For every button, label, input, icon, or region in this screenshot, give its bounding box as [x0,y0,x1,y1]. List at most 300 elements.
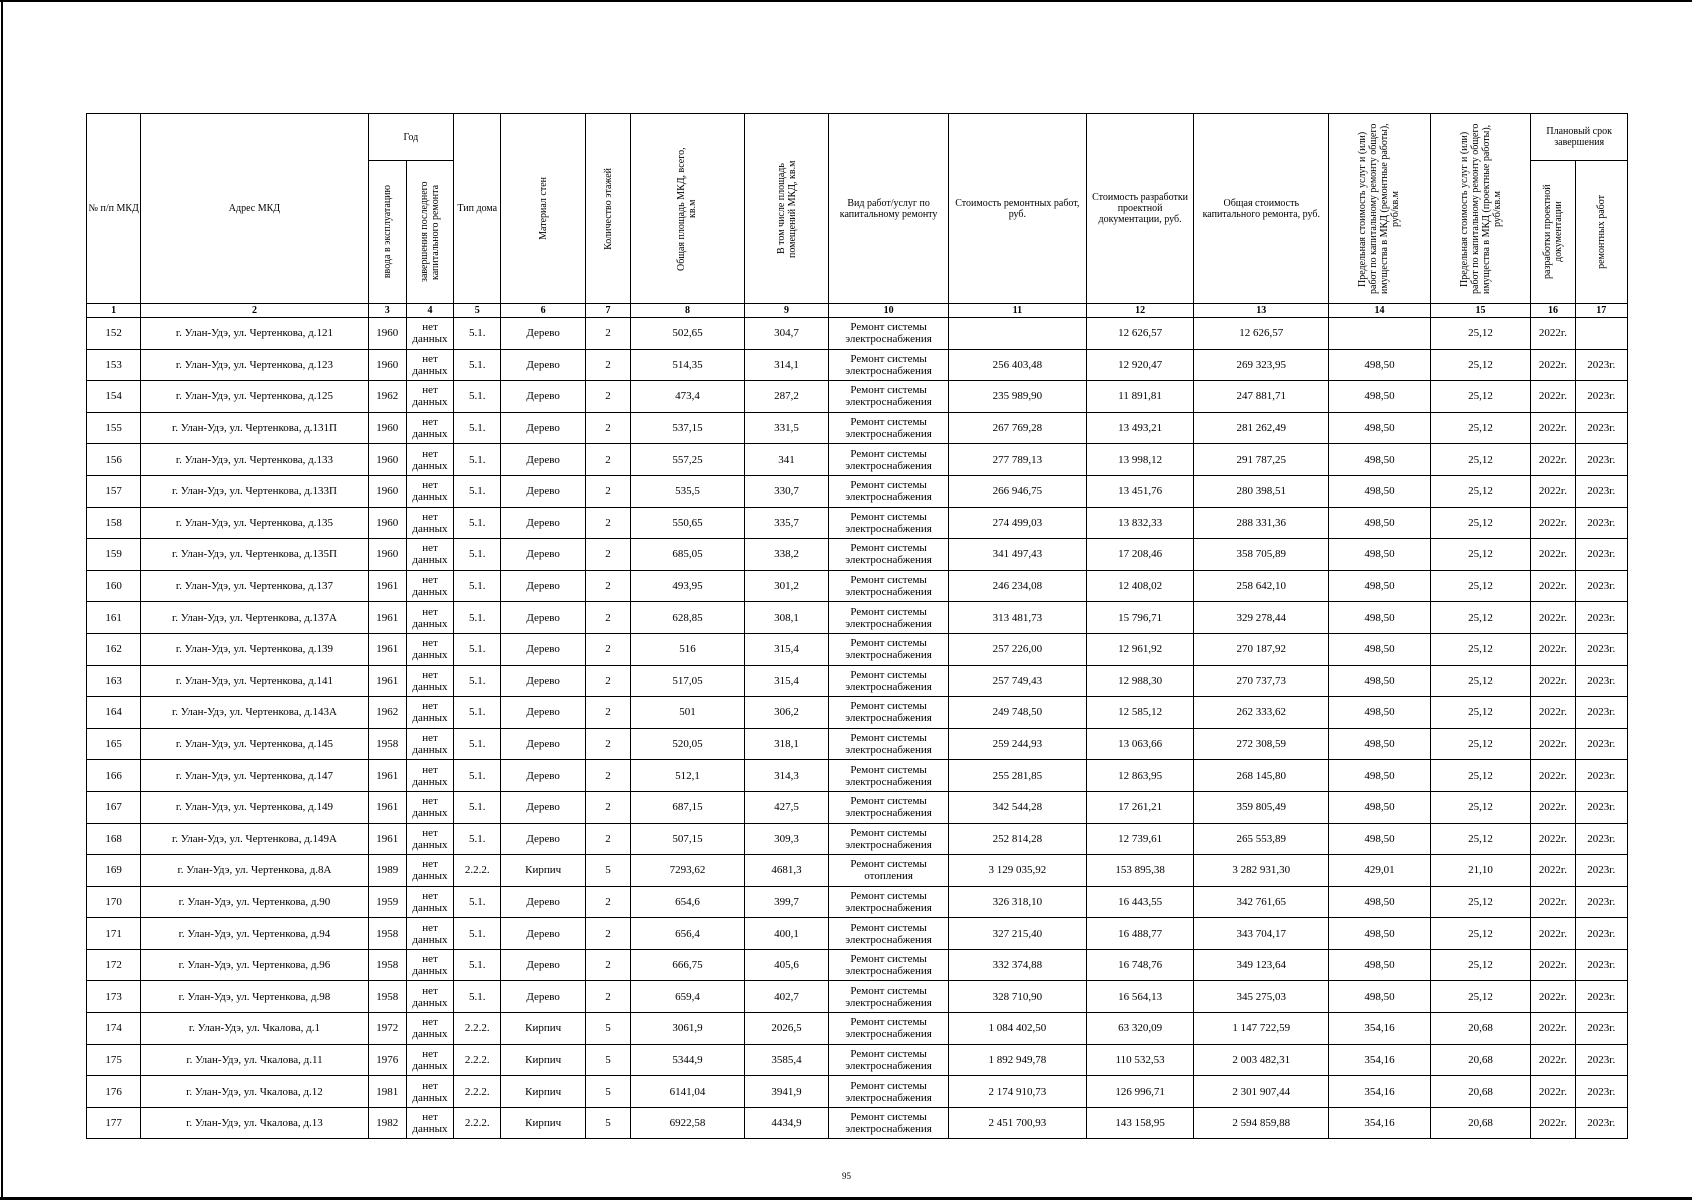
floors-cell: 2 [585,886,630,918]
design-cost-cell: 12 920,47 [1086,349,1194,381]
table-row [87,886,1628,918]
work-type-cell: Ремонт системы электроснабжения [829,728,949,760]
repair-cost-cell: 328 710,90 [948,981,1086,1013]
column-number: 13 [1194,304,1329,318]
repair-cost-cell: 1 892 949,78 [948,1044,1086,1076]
work-type-cell: Ремонт системы электроснабжения [829,1013,949,1045]
design-cost-cell: 13 998,12 [1086,444,1194,476]
total-cost-cell: 2 594 859,88 [1194,1107,1329,1139]
table-row [87,539,1628,571]
deadline-design-cell: 2022г. [1531,349,1575,381]
table-row [87,349,1628,381]
wall-material-cell: Дерево [501,633,585,665]
total-cost-cell: 272 308,59 [1194,728,1329,760]
repair-cost-cell: 266 946,75 [948,475,1086,507]
floors-cell: 5 [585,1044,630,1076]
year-repair-cell: нет данных [406,602,453,634]
premises-area-cell: 2026,5 [744,1013,828,1045]
year-built-cell: 1962 [368,381,406,413]
house-type-cell: 2.2.2. [454,1107,501,1139]
design-cost-cell: 12 739,61 [1086,823,1194,855]
year-repair-cell: нет данных [406,1076,453,1108]
row-number: 152 [87,318,141,350]
floors-cell: 2 [585,444,630,476]
floors-cell: 2 [585,949,630,981]
total-area-cell: 656,4 [631,918,745,950]
floors-cell: 2 [585,349,630,381]
header-wall-material: Материал стен [501,114,585,304]
scan-edge-top [0,0,1692,2]
deadline-repair-cell: 2023г. [1575,918,1627,950]
row-number: 168 [87,823,141,855]
table-row [87,981,1628,1013]
year-repair-cell: нет данных [406,1013,453,1045]
floors-cell: 5 [585,1013,630,1045]
limit-design-cell: 20,68 [1430,1076,1531,1108]
deadline-design-cell: 2022г. [1531,507,1575,539]
deadline-repair-cell: 2023г. [1575,1076,1627,1108]
work-type-cell: Ремонт системы электроснабжения [829,1076,949,1108]
table-header [87,114,1628,318]
year-repair-cell: нет данных [406,507,453,539]
limit-repair-cell: 498,50 [1329,602,1431,634]
repair-cost-cell: 255 281,85 [948,760,1086,792]
row-number: 154 [87,381,141,413]
floors-cell: 2 [585,475,630,507]
limit-repair-cell: 354,16 [1329,1076,1431,1108]
limit-design-cell: 25,12 [1430,633,1531,665]
header-year-group: Год [368,114,454,161]
premises-area-cell: 4681,3 [744,855,828,887]
table-row [87,475,1628,507]
header-work-type: Вид работ/услуг по капитальному ремонту [829,114,949,304]
premises-area-cell: 314,3 [744,760,828,792]
address-cell: г. Улан-Удэ, ул. Чкалова, д.11 [141,1044,368,1076]
limit-repair-cell: 498,50 [1329,444,1431,476]
column-number: 7 [585,304,630,318]
wall-material-cell: Кирпич [501,1044,585,1076]
table-row [87,1076,1628,1108]
deadline-repair-cell: 2023г. [1575,1013,1627,1045]
total-area-cell: 501 [631,697,745,729]
wall-material-cell: Дерево [501,412,585,444]
limit-design-cell: 25,12 [1430,570,1531,602]
total-area-cell: 7293,62 [631,855,745,887]
row-number: 161 [87,602,141,634]
year-built-cell: 1976 [368,1044,406,1076]
premises-area-cell: 304,7 [744,318,828,350]
year-built-cell: 1958 [368,949,406,981]
limit-design-cell: 25,12 [1430,949,1531,981]
total-cost-cell: 3 282 931,30 [1194,855,1329,887]
year-repair-cell: нет данных [406,539,453,571]
total-cost-cell: 281 262,49 [1194,412,1329,444]
header-year-built: ввода в эксплуатацию [368,161,406,304]
total-area-cell: 666,75 [631,949,745,981]
premises-area-cell: 287,2 [744,381,828,413]
year-repair-cell: нет данных [406,949,453,981]
deadline-repair-cell: 2023г. [1575,949,1627,981]
table-row [87,728,1628,760]
limit-repair-cell: 498,50 [1329,791,1431,823]
deadline-repair-cell: 2023г. [1575,602,1627,634]
floors-cell: 2 [585,791,630,823]
wall-material-cell: Кирпич [501,1013,585,1045]
year-built-cell: 1958 [368,728,406,760]
design-cost-cell: 16 488,77 [1086,918,1194,950]
column-number: 5 [454,304,501,318]
address-cell: г. Улан-Удэ, ул. Чертенкова, д.135П [141,539,368,571]
total-area-cell: 6922,58 [631,1107,745,1139]
total-area-cell: 507,15 [631,823,745,855]
year-built-cell: 1961 [368,570,406,602]
year-repair-cell: нет данных [406,1044,453,1076]
limit-design-cell: 25,12 [1430,381,1531,413]
year-repair-cell: нет данных [406,823,453,855]
year-built-cell: 1972 [368,1013,406,1045]
table-row [87,949,1628,981]
total-area-cell: 654,6 [631,886,745,918]
design-cost-cell: 12 961,92 [1086,633,1194,665]
column-number: 17 [1575,304,1627,318]
year-built-cell: 1960 [368,507,406,539]
premises-area-cell: 331,5 [744,412,828,444]
header-limit-repair: Предельная стоимость услуг и (или) работ по капитальному ремонту общего имущества в МКД (ремонтные работы), руб/кв.м [1329,114,1431,304]
floors-cell: 2 [585,381,630,413]
address-cell: г. Улан-Удэ, ул. Чертенкова, д.94 [141,918,368,950]
row-number: 171 [87,918,141,950]
address-cell: г. Улан-Удэ, ул. Чертенкова, д.149 [141,791,368,823]
house-type-cell: 5.1. [454,318,501,350]
house-type-cell: 5.1. [454,602,501,634]
floors-cell: 5 [585,1076,630,1108]
header-repair-cost: Стоимость ремонтных работ, руб. [948,114,1086,304]
header-deadline-repair: ремонтных работ [1575,161,1627,304]
design-cost-cell: 13 063,66 [1086,728,1194,760]
total-cost-cell: 268 145,80 [1194,760,1329,792]
floors-cell: 2 [585,823,630,855]
premises-area-cell: 3585,4 [744,1044,828,1076]
deadline-repair-cell: 2023г. [1575,1044,1627,1076]
repair-cost-cell: 313 481,73 [948,602,1086,634]
year-repair-cell: нет данных [406,318,453,350]
address-cell: г. Улан-Удэ, ул. Чертенкова, д.133П [141,475,368,507]
limit-repair-cell: 498,50 [1329,570,1431,602]
row-number: 174 [87,1013,141,1045]
total-area-cell: 557,25 [631,444,745,476]
column-number: 2 [141,304,368,318]
page-number: 95 [842,1171,851,1181]
repair-cost-cell: 259 244,93 [948,728,1086,760]
limit-design-cell: 25,12 [1430,823,1531,855]
year-built-cell: 1960 [368,475,406,507]
limit-repair-cell: 498,50 [1329,697,1431,729]
house-type-cell: 5.1. [454,349,501,381]
year-repair-cell: нет данных [406,570,453,602]
total-cost-cell: 12 626,57 [1194,318,1329,350]
house-type-cell: 5.1. [454,728,501,760]
total-cost-cell: 342 761,65 [1194,886,1329,918]
row-number: 153 [87,349,141,381]
row-number: 156 [87,444,141,476]
work-type-cell: Ремонт системы электроснабжения [829,602,949,634]
limit-design-cell: 25,12 [1430,349,1531,381]
design-cost-cell: 13 832,33 [1086,507,1194,539]
work-type-cell: Ремонт системы электроснабжения [829,444,949,476]
deadline-repair-cell: 2023г. [1575,475,1627,507]
total-cost-cell: 280 398,51 [1194,475,1329,507]
row-number: 164 [87,697,141,729]
column-number: 11 [948,304,1086,318]
premises-area-cell: 405,6 [744,949,828,981]
premises-area-cell: 308,1 [744,602,828,634]
year-repair-cell: нет данных [406,475,453,507]
design-cost-cell: 12 863,95 [1086,760,1194,792]
year-built-cell: 1961 [368,633,406,665]
wall-material-cell: Дерево [501,697,585,729]
work-type-cell: Ремонт системы электроснабжения [829,1107,949,1139]
table-row [87,570,1628,602]
year-repair-cell: нет данных [406,791,453,823]
total-area-cell: 502,65 [631,318,745,350]
limit-repair-cell: 498,50 [1329,949,1431,981]
year-repair-cell: нет данных [406,349,453,381]
limit-design-cell: 25,12 [1430,886,1531,918]
house-type-cell: 5.1. [454,570,501,602]
limit-design-cell: 25,12 [1430,602,1531,634]
work-type-cell: Ремонт системы электроснабжения [829,349,949,381]
limit-repair-cell: 498,50 [1329,886,1431,918]
wall-material-cell: Дерево [501,823,585,855]
year-repair-cell: нет данных [406,412,453,444]
total-cost-cell: 2 003 482,31 [1194,1044,1329,1076]
year-repair-cell: нет данных [406,444,453,476]
repair-cost-cell: 249 748,50 [948,697,1086,729]
deadline-design-cell: 2022г. [1531,949,1575,981]
deadline-design-cell: 2022г. [1531,539,1575,571]
address-cell: г. Улан-Удэ, ул. Чертенкова, д.131П [141,412,368,444]
year-built-cell: 1961 [368,665,406,697]
row-number: 175 [87,1044,141,1076]
premises-area-cell: 301,2 [744,570,828,602]
row-number: 155 [87,412,141,444]
wall-material-cell: Дерево [501,349,585,381]
table-row [87,633,1628,665]
repair-cost-cell: 327 215,40 [948,918,1086,950]
premises-area-cell: 306,2 [744,697,828,729]
address-cell: г. Улан-Удэ, ул. Чертенкова, д.141 [141,665,368,697]
repair-cost-cell: 2 174 910,73 [948,1076,1086,1108]
table-row [87,697,1628,729]
column-number: 12 [1086,304,1194,318]
design-cost-cell: 17 208,46 [1086,539,1194,571]
year-built-cell: 1961 [368,823,406,855]
house-type-cell: 5.1. [454,823,501,855]
table-row [87,665,1628,697]
deadline-design-cell: 2022г. [1531,697,1575,729]
deadline-repair-cell: 2023г. [1575,981,1627,1013]
table-row [87,318,1628,350]
deadline-repair-cell: 2023г. [1575,444,1627,476]
limit-repair-cell: 354,16 [1329,1044,1431,1076]
limit-repair-cell: 498,50 [1329,475,1431,507]
address-cell: г. Улан-Удэ, ул. Чертенкова, д.90 [141,886,368,918]
work-type-cell: Ремонт системы электроснабжения [829,318,949,350]
limit-repair-cell: 498,50 [1329,981,1431,1013]
deadline-design-cell: 2022г. [1531,412,1575,444]
row-number: 173 [87,981,141,1013]
table-row [87,1107,1628,1139]
wall-material-cell: Дерево [501,728,585,760]
floors-cell: 2 [585,981,630,1013]
house-type-cell: 5.1. [454,918,501,950]
deadline-design-cell: 2022г. [1531,855,1575,887]
total-cost-cell: 270 737,73 [1194,665,1329,697]
table-row [87,1044,1628,1076]
year-built-cell: 1960 [368,444,406,476]
floors-cell: 2 [585,507,630,539]
wall-material-cell: Кирпич [501,1107,585,1139]
design-cost-cell: 13 493,21 [1086,412,1194,444]
header-number: № п/п МКД [87,114,141,304]
header-premises-area: В том числе площадь помещений МКД, кв.м [744,114,828,304]
work-type-cell: Ремонт системы электроснабжения [829,475,949,507]
total-cost-cell: 262 333,62 [1194,697,1329,729]
limit-design-cell: 25,12 [1430,697,1531,729]
total-area-cell: 550,65 [631,507,745,539]
table-row [87,1013,1628,1045]
year-built-cell: 1982 [368,1107,406,1139]
premises-area-cell: 315,4 [744,633,828,665]
deadline-design-cell: 2022г. [1531,1013,1575,1045]
table-row [87,791,1628,823]
limit-design-cell: 20,68 [1430,1107,1531,1139]
total-area-cell: 3061,9 [631,1013,745,1045]
house-type-cell: 5.1. [454,539,501,571]
limit-repair-cell: 354,16 [1329,1013,1431,1045]
house-type-cell: 2.2.2. [454,1044,501,1076]
design-cost-cell: 126 996,71 [1086,1076,1194,1108]
repair-cost-cell: 326 318,10 [948,886,1086,918]
capital-repair-table [86,113,1628,1139]
column-number: 4 [406,304,453,318]
year-built-cell: 1960 [368,539,406,571]
total-cost-cell: 345 275,03 [1194,981,1329,1013]
premises-area-cell: 309,3 [744,823,828,855]
address-cell: г. Улан-Удэ, ул. Чертенкова, д.123 [141,349,368,381]
house-type-cell: 5.1. [454,444,501,476]
header-total-area: Общая площадь МКД, всего, кв.м [631,114,745,304]
premises-area-cell: 315,4 [744,665,828,697]
deadline-design-cell: 2022г. [1531,728,1575,760]
wall-material-cell: Дерево [501,886,585,918]
address-cell: г. Улан-Удэ, ул. Чертенкова, д.149А [141,823,368,855]
row-number: 162 [87,633,141,665]
total-area-cell: 517,05 [631,665,745,697]
table-row [87,444,1628,476]
work-type-cell: Ремонт системы электроснабжения [829,665,949,697]
house-type-cell: 5.1. [454,949,501,981]
limit-design-cell: 25,12 [1430,981,1531,1013]
limit-design-cell: 25,12 [1430,539,1531,571]
limit-design-cell: 25,12 [1430,665,1531,697]
header-address: Адрес МКД [141,114,368,304]
column-number: 3 [368,304,406,318]
premises-area-cell: 318,1 [744,728,828,760]
table-row [87,507,1628,539]
total-area-cell: 516 [631,633,745,665]
header-deadline-group: Плановый срок завершения [1531,114,1628,161]
header-floors: Количество этажей [585,114,630,304]
deadline-design-cell: 2022г. [1531,318,1575,350]
row-number: 170 [87,886,141,918]
house-type-cell: 2.2.2. [454,855,501,887]
row-number: 172 [87,949,141,981]
address-cell: г. Улан-Удэ, ул. Чертенкова, д.135 [141,507,368,539]
work-type-cell: Ремонт системы электроснабжения [829,949,949,981]
address-cell: г. Улан-Удэ, ул. Чертенкова, д.143А [141,697,368,729]
floors-cell: 2 [585,570,630,602]
wall-material-cell: Кирпич [501,855,585,887]
row-number: 166 [87,760,141,792]
row-number: 167 [87,791,141,823]
repair-cost-cell: 2 451 700,93 [948,1107,1086,1139]
deadline-design-cell: 2022г. [1531,1076,1575,1108]
repair-cost-cell: 3 129 035,92 [948,855,1086,887]
limit-repair-cell: 498,50 [1329,728,1431,760]
floors-cell: 2 [585,318,630,350]
year-repair-cell: нет данных [406,886,453,918]
total-cost-cell: 258 642,10 [1194,570,1329,602]
house-type-cell: 5.1. [454,475,501,507]
total-area-cell: 685,05 [631,539,745,571]
table-row [87,918,1628,950]
premises-area-cell: 402,7 [744,981,828,1013]
deadline-repair-cell: 2023г. [1575,728,1627,760]
design-cost-cell: 15 796,71 [1086,602,1194,634]
floors-cell: 2 [585,697,630,729]
work-type-cell: Ремонт системы электроснабжения [829,507,949,539]
total-area-cell: 535,5 [631,475,745,507]
header-deadline-design: разработки проектной документации [1531,161,1575,304]
wall-material-cell: Дерево [501,507,585,539]
house-type-cell: 2.2.2. [454,1076,501,1108]
repair-cost-cell: 252 814,28 [948,823,1086,855]
deadline-design-cell: 2022г. [1531,1044,1575,1076]
deadline-design-cell: 2022г. [1531,1107,1575,1139]
limit-design-cell: 25,12 [1430,760,1531,792]
year-built-cell: 1962 [368,697,406,729]
deadline-repair-cell: 2023г. [1575,760,1627,792]
deadline-repair-cell: 2023г. [1575,791,1627,823]
wall-material-cell: Дерево [501,539,585,571]
limit-repair-cell: 498,50 [1329,349,1431,381]
work-type-cell: Ремонт системы электроснабжения [829,633,949,665]
year-built-cell: 1989 [368,855,406,887]
year-repair-cell: нет данных [406,633,453,665]
deadline-design-cell: 2022г. [1531,444,1575,476]
total-cost-cell: 265 553,89 [1194,823,1329,855]
year-built-cell: 1960 [368,318,406,350]
total-area-cell: 628,85 [631,602,745,634]
total-cost-cell: 343 704,17 [1194,918,1329,950]
wall-material-cell: Дерево [501,949,585,981]
design-cost-cell: 12 626,57 [1086,318,1194,350]
premises-area-cell: 314,1 [744,349,828,381]
house-type-cell: 5.1. [454,981,501,1013]
premises-area-cell: 399,7 [744,886,828,918]
wall-material-cell: Дерево [501,381,585,413]
